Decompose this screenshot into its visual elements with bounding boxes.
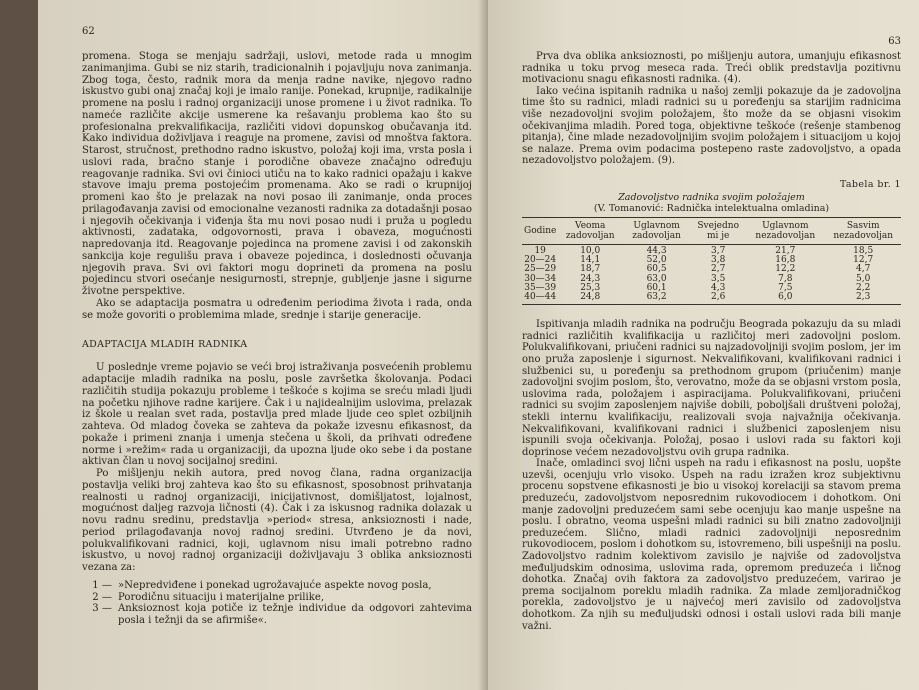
table-cell: 18,7: [580, 264, 601, 275]
list-item: [82, 603, 472, 627]
table-cell: 63,0: [646, 273, 667, 284]
page-number-left: 62: [82, 26, 95, 37]
table-header-row: [522, 217, 901, 244]
table-cell: 25,3: [580, 282, 601, 293]
left-page: [38, 0, 488, 690]
paragraph: Ako se adaptacija posmatra u određenim periodima života i rada, onda se može govoriti o problemima mlade, srednje i starije generacije.: [82, 297, 472, 321]
table-header-cell: Sasvim nezadovoljan: [825, 217, 901, 244]
table-cell: 3,7: [710, 245, 726, 256]
table-header-cell: Uglavnom zadovoljan: [622, 217, 691, 244]
paragraph: promena. Stoga se menjaju sadržaji, uslovi, metode rada u mnogim zanimanjima. Gubi se niz starih, tradicionalnih i pojavljuju nova zanimanja. Zbog toga, često, radnik mora da menja radne navike, njegovo radno iskustvo gubi onaj značaj koji je imalo ranije. Ponekad, krupnije, radikalnije promene na poslu i radnoj organizaciji unose promene i u život radnika. To nameće različite akcije usmerene ka rešavanju problema kao što su profesionalna prekvalifikacija, različiti vidovi dopunskog obučavanja itd. Kako individua doživljava i reaguje na promene, zavisi od mnoštva faktora. Starost, stručnost, prethodno radno iskustvo, položaj koji ima, vrsta posla i uslovi rada, bračno stanje i porodične obaveze značajno određuju reagovanje radnika. Svi ovi činioci utiču na to kako radnici opažaju i kakve stavove imaju prema postojećim promenama. Ako se radi o krupnijoj promeni kao što je prelazak na novi posao ili zanimanje, onda proces prilagođavanja zavisi od emocionalne vezanosti radnika za dotadašnji posao i njegovih očekivanja i viđenja šta mu novi posao nudi i pruža u pogledu aktivnosti, zadataka, odgovornosti, prava i obaveza, mogućnosti napredovanja itd. Reagovanje pojedinca na promene zavisi i od zakonskih sankcija koje regulišu prava i obaveze pojedinca, i doslednosti očuvanja njegovih prava. Svi ovi faktori mogu doprineti da promena na poslu pojedincu stvori osećanje nesigurnosti, strepnje, gubljenje jasne i sigurne životne perspektive.: [82, 51, 472, 297]
table-header-cell: Godine: [522, 217, 558, 244]
table-header-cell: Veoma zadovoljan: [558, 217, 622, 244]
list-text: Anksioznost koja potiče iz težnje individue da odgovori zahtevima posla i težnji da se afirmiše«.: [118, 603, 472, 626]
table-cell: 18,5: [853, 245, 874, 256]
table-cell: 19: [534, 245, 546, 256]
table-cell: 25—29: [524, 264, 557, 275]
table-cell: 44,3: [646, 245, 667, 256]
list-item: [82, 592, 472, 604]
list-text: »Nepredviđene i ponekad ugrožavajuće aspekte novog posla,: [118, 579, 432, 591]
table-caption: Zadovoljstvo radnika svojim položajem: [618, 191, 805, 203]
paragraph: Inače, omladinci svoj lični uspeh na radu i efikasnost na poslu, uopšte uzevši, ocenjuju vrlo visoko. Uspeh na radu izražen kroz subjektivnu procenu sopstvene efikasnosti je bio u visokoj korelaciji sa stavom prema preduzeću, zadovoljstvom neposrednim rukovodiocem i dohotkom. Oni manje zadovoljni preduzećem sami sebe ocenjuju kao manje uspešne na poslu. I obratno, veoma uspešni mladi radnici su bili znatno zadovoljniji preduzećem. Slično, mladi radnici zadovoljniji neposrednim rukovodiocem, poslom i dohotkom su, istovremeno, bili uspešniji na poslu. Zadovoljstvo radnim kolektivom zavisilo je najviše od zadovoljstva međuljudskim odnosima, uslovima rada, opremom preduzeća i ličnog dohotka. Značaj ovih faktora za zadovoljstvo preduzećem, varirao je prema socijalnom poreklu mladih radnika. Za mlade zemljoradničkog porekla, zadovoljstvo je u najvećoj meri zavisilo od zadovoljstva dohotkom. Za njih su međuljudski odnosi i ostali uslovi rada bili manje važni.: [522, 458, 901, 632]
table-cell: 40—44: [522, 293, 558, 305]
table-cell: 6,0: [745, 293, 825, 305]
table-cell: 10,0: [580, 245, 601, 256]
list-number: 2 —: [92, 591, 112, 603]
section-heading: ADAPTACIJA MLADIH RADNIKA: [82, 339, 248, 351]
table-cell: 21,7: [775, 245, 796, 256]
table-cell: 12,7: [853, 255, 874, 266]
table-cell: 3,5: [710, 273, 726, 284]
table-cell: 2,2: [856, 282, 871, 293]
satisfaction-table: [522, 217, 901, 305]
table-cell: 3,8: [710, 255, 726, 266]
table-cell: 5,0: [856, 273, 871, 284]
table-row: [522, 293, 901, 305]
table-cell: 12,2: [775, 264, 796, 275]
list-number: 3 —: [92, 603, 112, 615]
paragraph: Ispitivanja mladih radnika na području Beograda pokazuju da su mladi radnici različitih kvalifikacija u različitoj meri zadovoljni poslom. Polukvalifikovani, priučeni radnici su najzadovoljniji svojim poslom, jer im ono pruža zaposlenje i sigurnost. Nekvalifikovani, kvalifikovani radnici i službenici su, u poređenju sa prethodnom grupom (priučenim) manje zadovoljni svojim poslom, što, verovatno, može da se objasni vrstom posla, uslovima rada, položajem i aspiracijama. Polukvalifikovani, priučeni radnici su svojim zaposlenjem najviše dobili, poboljšali društveni položaj, stekli internu kvalifikaciju, realizovali svoja najvažnija očekivanja. Nekvalifikovani, kvalifikovani radnici i službenici zaposlenjem nisu ispunili svoja očekivanja. Položaj, posao i uslovi rada su faktori koji doprinose većem nezadovoljstvu ovih grupa radnika.: [522, 319, 901, 458]
table-cell: 24,8: [558, 293, 622, 305]
paragraph: Iako većina ispitanih radnika u našoj zemlji pokazuje da je zadovoljna time što su radnici, mladi radnici su u poređenju sa starijim radnicima više nezadovoljni svojim položajem, što može da se objasni visokim očekivanjima mladih. Pored toga, objektivne teškoće (rešenje stambenog pitanja), čine mlade nezadovoljnijim svojim položajem i situacijom u kojoj se nalaze. Prema ovim podacima postepeno raste zadovoljstvo, a opada nezadovoljstvo položajem. (9).: [522, 85, 901, 167]
table-cell: 7,8: [778, 273, 793, 284]
page-number-right: 63: [888, 36, 901, 47]
table-cell: 35—39: [524, 282, 557, 293]
table-cell: 60,1: [646, 282, 667, 293]
spacer: [522, 305, 901, 319]
right-page: [488, 0, 919, 690]
anxiety-list: [82, 580, 472, 627]
table-label: Tabela br. 1: [839, 178, 901, 190]
table-cell: 63,2: [622, 293, 691, 305]
table-header-cell: Uglavnom nezadovoljan: [745, 217, 825, 244]
table-cell: 52,0: [646, 255, 667, 266]
table-cell: 16,8: [775, 255, 796, 266]
table-source: (V. Tomanović: Radnička intelektualna omladina): [593, 202, 830, 214]
table-cell: 7,5: [778, 282, 793, 293]
list-number: 1 —: [92, 579, 112, 591]
list-text: Porodičnu situaciju i materijalne prilike,: [118, 591, 325, 603]
table-cell: 2,7: [710, 264, 726, 275]
paragraph: Prva dva oblika anksioznosti, po mišljenju autora, umanjuju efikasnost radnika u toku prvog mesеca rada. Treći oblik predstavlja pozitivnu motivacionu snagu efikasnosti radnika. (4).: [522, 51, 901, 86]
table-cell: 60,5: [646, 264, 667, 275]
table-cell: 20—24: [524, 255, 557, 266]
paragraph: U poslednje vreme pojavio se veći broj istraživanja posvećenih problemu adaptacije mladih radnika na poslu, posle završetka školovanja. Podaci različitih studija pokazuju probleme i teškoće s kojima se sreću mladi ljudi na početku njihove radne karijere. Čak i u najidealnijim uslovima, prelazak iz škole u realan svet rada, postavlja pred mlade ljude ceo splet ozbiljnih zahteva. Od mladog čoveka se zahteva da pokaže izvesnu efikasnost, da pokaže i primeni znanja i umenja stečena u školi, da prihvati određene norme i »režim« rada u organizaciji, da upozna ljude oko sebe i da postane aktivan član u novoj socijalnoj sredini.: [82, 362, 472, 468]
table-header-cell: Svejedno mi je: [691, 217, 745, 244]
table-cell: 4,7: [856, 264, 871, 275]
table-cell: 24,3: [580, 273, 601, 284]
table-cell: 2,3: [825, 293, 901, 305]
table-cell: 2,6: [691, 293, 745, 305]
list-item: [82, 580, 472, 592]
table-cell: 30—34: [524, 273, 557, 284]
table-cell: 4,3: [710, 282, 726, 293]
table-cell: 14,1: [580, 255, 601, 266]
paragraph: Po mišljenju nekih autora, pred novog člana, radna organizacija postavlja veliki broj zahteva kao što su efikasnost, sposobnost prihvatanja realnosti u radnoj organizaciji, inicijativnost, domišljatost, lojalnost, mogućnost daljeg razvoja ličnosti (4). Čak i za iskusnog radnika dolazak u novu radnu sredinu, predstavlja »period« stresa, anksioznosti i nade, period prilagođavanja novoj radnoj sredini. Utvrđeno je da novi, polukvalifikovani radnici, koji, uglavnom nisu imali potrebno radno iskustvo, u novoj radnoj organizaciji doživljavaju 3 oblika anksioznosti vezana za:: [82, 468, 472, 573]
